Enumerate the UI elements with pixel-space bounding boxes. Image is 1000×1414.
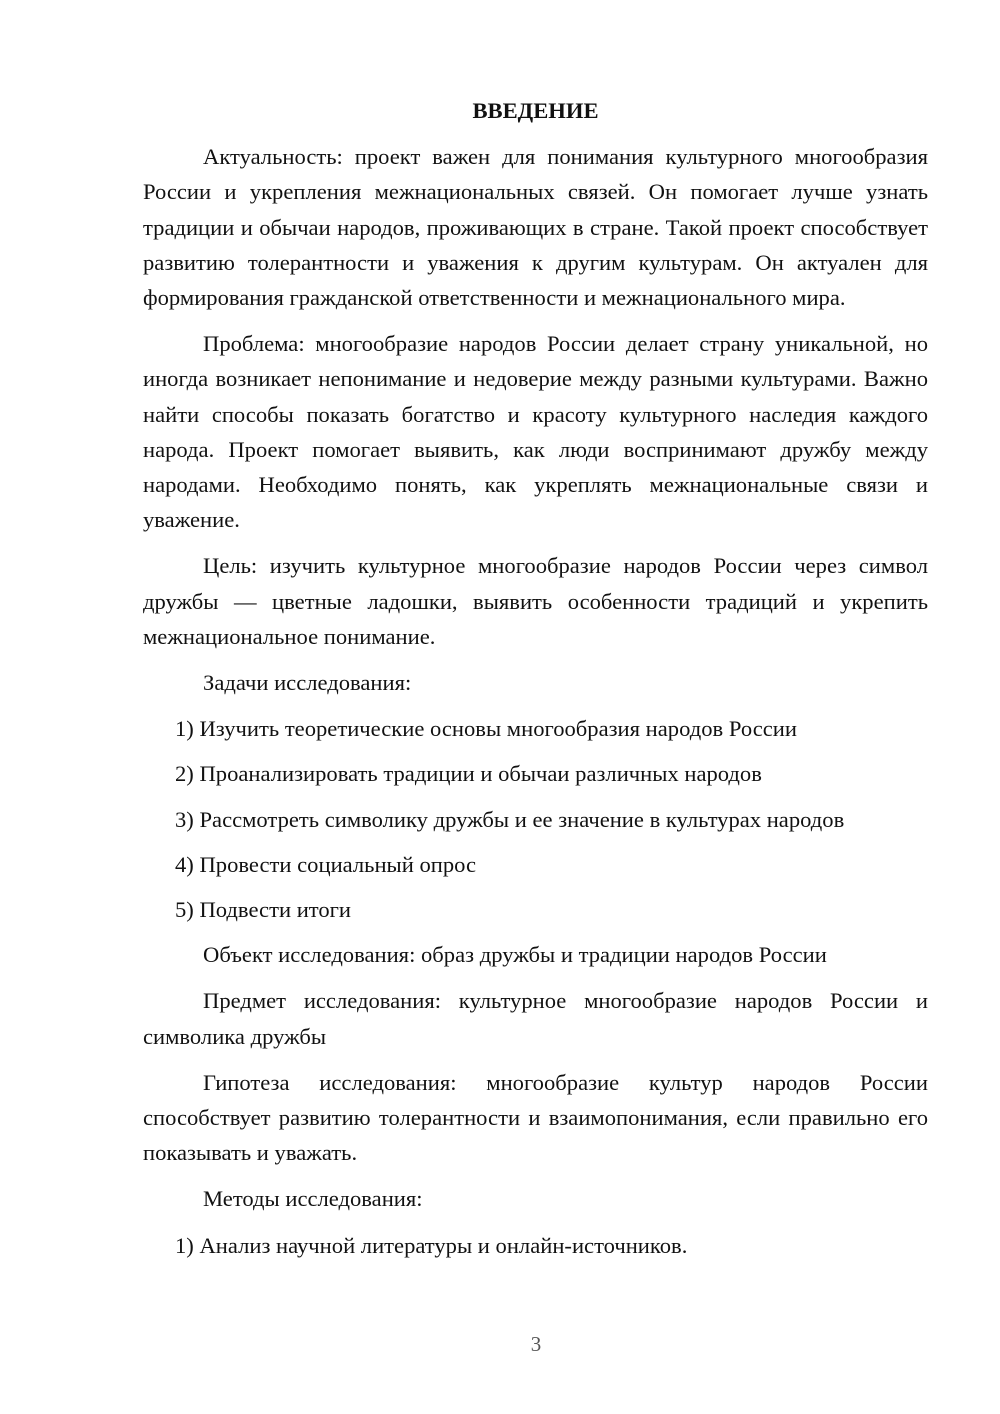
task-item: 5) Подвести итоги bbox=[175, 897, 352, 923]
section-title: ВВЕДЕНИЕ bbox=[472, 98, 599, 123]
tasks-heading: Задачи исследования: bbox=[203, 670, 412, 696]
task-item: 3) Рассмотреть символику дружбы и ее значение в культурах народов bbox=[175, 806, 845, 832]
page-number: 3 bbox=[530, 1332, 542, 1356]
page-content bbox=[143, 93, 928, 1273]
task-item: 4) Провести социальный опрос bbox=[175, 851, 477, 877]
hypothesis-paragraph: Гипотеза исследования: многообразие культур народов России способствует развитию толерантности и взаимопонимания, если правильно его показывать и уважать. bbox=[143, 1069, 928, 1166]
methods-heading: Методы исследования: bbox=[203, 1186, 423, 1212]
subject-paragraph: Предмет исследования: культурное многообразие народов России и символика дружбы bbox=[143, 988, 928, 1049]
task-item: 2) Проанализировать традиции и обычаи различных народов bbox=[175, 761, 762, 787]
object-paragraph: Объект исследования: образ дружбы и традиции народов России bbox=[203, 942, 827, 968]
tasks-list bbox=[143, 711, 928, 927]
methods-list bbox=[143, 1228, 928, 1263]
task-item: 1) Изучить теоретические основы многообразия народов России bbox=[175, 716, 797, 742]
goal-paragraph: Цель: изучить культурное многообразие народов России через символ дружбы — цветные ладошки, выявить особенности традиций и укрепить межнациональное понимание. bbox=[143, 553, 928, 649]
relevance-paragraph: Актуальность: проект важен для понимания культурного многообразия России и укрепления межнациональных связей. Он помогает лучше узнать традиции и обычаи народов, проживающих в стране. Такой проект способствует развитию толерантности и уважения к другим культурам. Он актуален для формирования гражданской ответственности и межнационального мира. bbox=[143, 144, 928, 311]
problem-paragraph: Проблема: многообразие народов России делает страну уникальной, но иногда возникает непонимание и недоверие между разными культурами. Важно найти способы показать богатство и красоту культурного наследия каждого народа. Проект помогает выявить, как люди воспринимают дружбу между народами. Необходимо понять, как укреплять межнациональные связи и уважение. bbox=[143, 331, 928, 533]
method-item: 1) Анализ научной литературы и онлайн-источников. bbox=[175, 1232, 688, 1258]
